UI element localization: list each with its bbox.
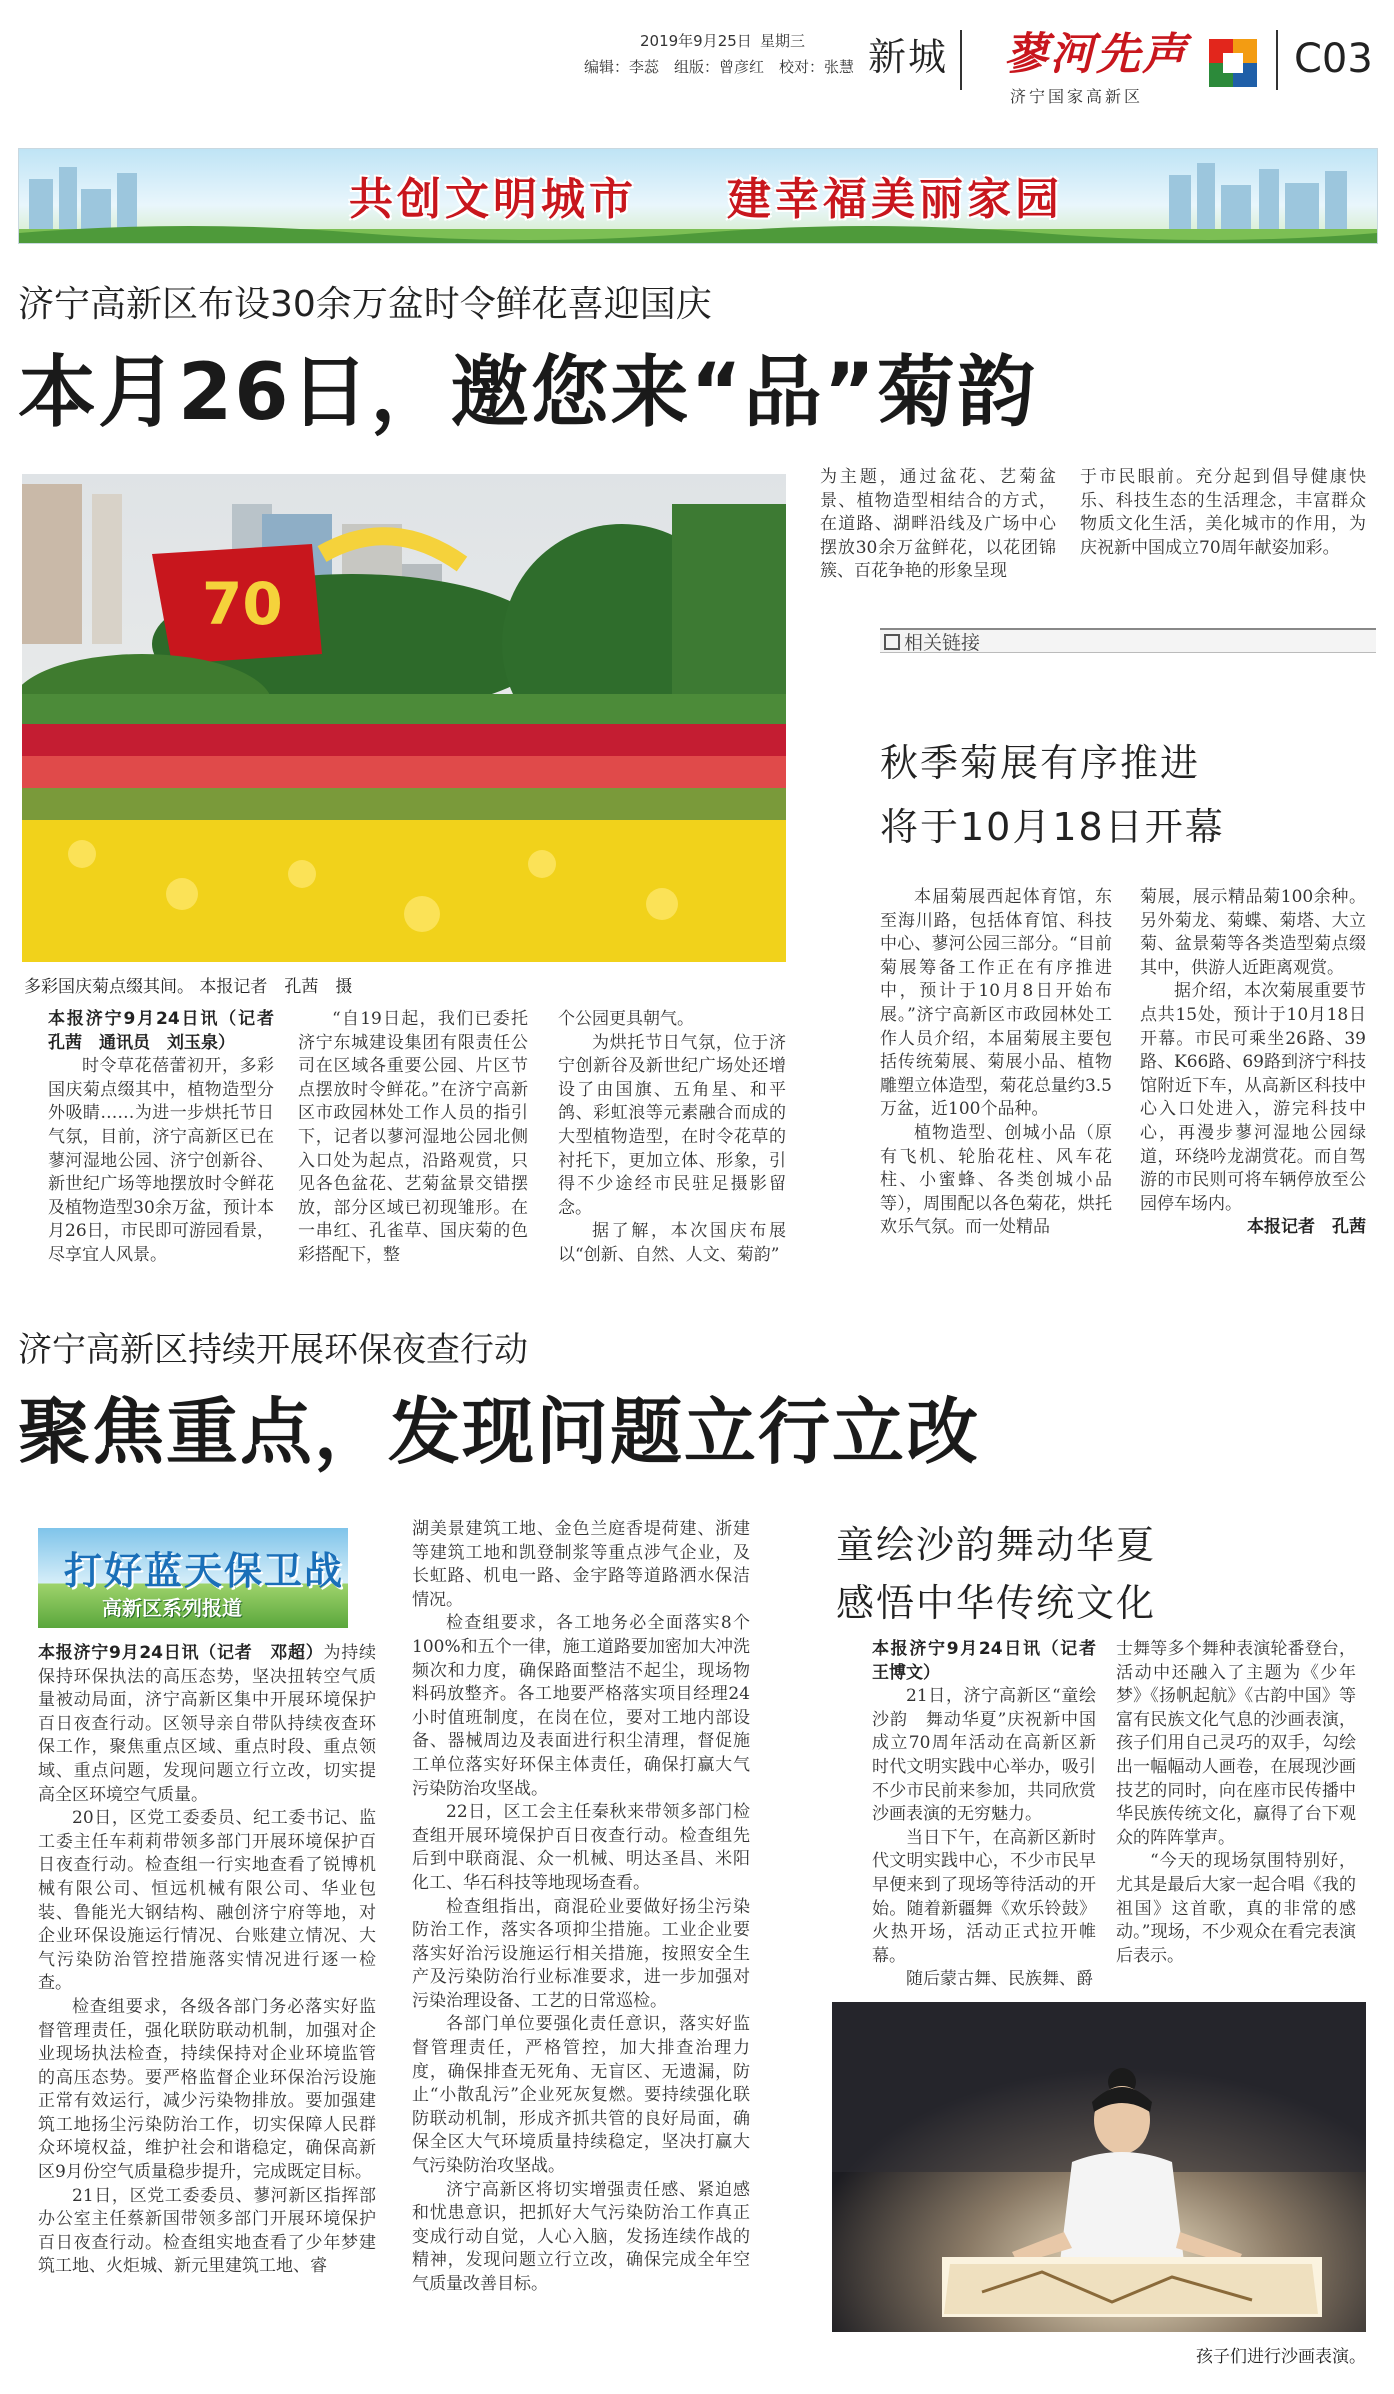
- article2-byline: 本报济宁9月24日讯（记者 邓超）: [38, 1643, 324, 1663]
- sidebar1-headline-1: 秋季菊展有序推进: [880, 741, 1201, 785]
- sidebar1-col2: [1140, 886, 1366, 1240]
- sand-painting-photo: [832, 2002, 1366, 2332]
- article1-col3-p0: 个公园更具朝气。: [558, 1009, 694, 1029]
- article2-col2-p0: 湖美景建筑工地、金色兰庭香堤荷建、浙建等建筑工地和凯登制浆等重点涉气企业，及长虹路、机电一路、金宇路等道路洒水保洁情况。: [412, 1519, 750, 1610]
- article1-col5: [1080, 466, 1366, 560]
- article3-headline-1: 童绘沙韵舞动华夏: [836, 1523, 1157, 1567]
- article1-col2: [298, 1008, 528, 1268]
- article1-col3-p1: 为烘托节日气氛，位于济宁创新谷及新世纪广场处还增设了由国旗、五角星、和平鸽、彩虹浪等元素融合而成的大型植物造型，在时令花草的衬托下，更加立体、形象，引得不少途经市民驻足摄影留念。: [558, 1032, 786, 1218]
- sidebar1-sign: 本报记者 孔茜: [1247, 1217, 1366, 1238]
- article3-byline: 本报济宁9月24日讯（记者 王博文）: [872, 1639, 1113, 1683]
- article1-col4: [820, 466, 1056, 584]
- svg-text:70: 70: [202, 570, 283, 638]
- masthead-paper-name: 蓼河先声: [1004, 29, 1188, 80]
- banner-slogan-left: 共创文明城市: [349, 174, 637, 225]
- article2-col2: [412, 1518, 750, 2297]
- article2-kicker: 济宁高新区持续开展环保夜查行动: [18, 1330, 528, 1370]
- masthead-logo-icon: [1207, 37, 1259, 89]
- masthead-divider-2: [1276, 30, 1278, 90]
- article1-photo-caption: 多彩国庆菊点缀其间。 本报记者 孔茜 摄: [24, 977, 353, 997]
- sidebar1-col1-p1: 本届菊展西起体育馆，东至海川路，包括体育馆、科技中心、蓼河公园三部分。“目前菊展筹备工作正在有序推进中，预计于10月8日开始布展。”济宁高新区市政园林处工作人员介绍，本届菊展主要包括传统菊展、菊展小品、植物雕塑立体造型，菊花总量约3.5万盆，近100个品种。: [880, 887, 1112, 1120]
- article2-headline: 聚焦重点，发现问题立行立改: [18, 1390, 981, 1474]
- article1-col1-text: 时令草花蓓蕾初开，多彩国庆菊点缀其中，植物造型分外吸睛……为进一步烘托节日气氛，目前，济宁高新区已在蓼河湿地公园、济宁创新谷、新世纪广场等地摆放时令鲜花及植物造型30余万盆，预计本月26日，市民即可游园看景，尽享宜人风景。: [48, 1056, 274, 1265]
- article1-col3: [558, 1008, 786, 1268]
- article2-col2-p3: 检查组指出，商混砼业要做好扬尘污染防治工作，落实各项抑尘措施。工业企业要落实好治污设施运行相关措施，按照安全生产及污染防治行业标准要求，进一步加强对污染治理设备、工艺的日常巡检。: [412, 1896, 750, 2011]
- article1-byline: 本报济宁9月24日讯（记者 孔茜 通讯员 刘玉泉）: [48, 1009, 291, 1053]
- masthead-section: 新城: [868, 35, 949, 79]
- article2-col1-p0: 为持续保持环保执法的高压态势，坚决扭转空气质量被动局面，济宁高新区集中开展环境保护百日夜查行动。区领导亲自带队持续夜查环保工作，聚焦重点区域、重点时段、重点领域、重点问题，发现问题立行立改，切实提高全区环境空气质量。: [38, 1643, 376, 1805]
- masthead-region: 济宁国家高新区: [1010, 87, 1144, 106]
- blue-sky-logo-title: 打好蓝天保卫战: [64, 1549, 345, 1593]
- blue-sky-logo: [38, 1528, 348, 1628]
- article2-col2-p5: 济宁高新区将切实增强责任感、紧迫感和忧患意识，把抓好大气污染防治工作真正变成行动自觉，人心入脑，发扬连续作战的精神，发现问题立行立改，确保完成全年空气质量改善目标。: [412, 2179, 750, 2294]
- article1-col4-text: 为主题，通过盆花、艺菊盆景、植物造型相结合的方式，在道路、湖畔沿线及广场中心摆放30余万盆鲜花，以花团锦簇、百花争艳的形象呈现: [820, 467, 1056, 582]
- link-square-icon: [884, 634, 900, 650]
- masthead-weekday: 星期三: [760, 32, 806, 50]
- blue-sky-logo-sub: 高新区系列报道: [102, 1596, 242, 1620]
- masthead-divider: [960, 30, 962, 90]
- article3-col1-p2: 随后蒙古舞、民族舞、爵: [906, 1969, 1093, 1990]
- article2-col1-p2: 检查组要求，各级各部门务必落实好监督管理责任，强化联防联动机制，加强对企业现场执法检查，持续保持对企业环境监管的高压态势。要严格监督企业环保治污设施正常有效运行，减少污染物排放。要加强建筑工地扬尘污染防治工作，切实保障人民群众环境权益，维护社会和谐稳定，确保高新区9月份空气质量稳步提升，完成既定目标。: [38, 1996, 376, 2183]
- article3-photo-caption: 孩子们进行沙画表演。: [1196, 2347, 1366, 2367]
- article1-col3-p2: 据了解，本次国庆布展以“创新、自然、人文、菊韵”: [558, 1221, 786, 1265]
- article1-kicker: 济宁高新区布设30余万盆时令鲜花喜迎国庆: [18, 284, 712, 325]
- article1-headline: 本月26日，邀您来“品”菊韵: [18, 348, 1038, 438]
- masthead-editors: 编辑：李蕊 组版：曾彦红 校对：张慧: [584, 58, 855, 76]
- page-number: C03: [1294, 36, 1373, 82]
- banner-slogan-right: 建幸福美丽家园: [727, 174, 1063, 225]
- city-skyline-icon: [19, 149, 1377, 243]
- article3-col2-p1: “今天的现场氛围特别好，尤其是最后大家一起合唱《我的祖国》这首歌，真的非常的感动。”现场，不少观众在看完表演后表示。: [1116, 1851, 1356, 1966]
- related-link-label: 相关链接: [884, 628, 980, 655]
- article3-col1-p0: 21日，济宁高新区“童绘沙韵 舞动华夏”庆祝新中国成立70周年活动在高新区新时代文明实践中心举办，吸引不少市民前来参加，共同欣赏沙画表演的无穷魅力。: [872, 1686, 1096, 1825]
- article2-col1-p1: 20日，区党工委委员、纪工委书记、监工委主任车莉莉带领多部门开展环境保护百日夜查行动。检查组一行实地查看了锐博机械有限公司、恒远机械有限公司、华业包装、鲁能光大钢结构、融创济宁府等地，对企业环保设施运行情况、台账建立情况、大气污染防治管控措施落实情况进行逐一检查。: [38, 1808, 376, 1994]
- article1-col2-text: “自19日起，我们已委托济宁东城建设集团有限责任公司在区域各重要公园、片区节点摆放时令鲜花。”在济宁高新区市政园林处工作人员的指引下，记者以蓼河湿地公园北侧入口处为起点，沿路观赏，只见各色盆花、艺菊盆景交错摆放，部分区域已初现雏形。在一串红、孔雀草、国庆菊的色彩搭配下，整: [298, 1009, 528, 1265]
- civilization-banner: [18, 148, 1378, 244]
- flower-display-photo: [22, 474, 786, 962]
- article3-col2: [1116, 1638, 1356, 1968]
- article2-col2-p2: 22日，区工会主任秦秋来带领多部门检查组开展环境保护百日夜查行动。检查组先后到中联商混、众一机械、明达圣昌、米阳化工、华石科技等地现场查看。: [412, 1802, 750, 1893]
- sidebar1-headline-2: 将于10月18日开幕: [880, 805, 1225, 849]
- article2-col1: [38, 1642, 376, 2279]
- article3-col1-p1: 当日下午，在高新区新时代文明实践中心，不少市民早早便来到了现场等待活动的开始。随着新疆舞《欢乐铃鼓》火热开场，活动正式拉开帷幕。: [872, 1827, 1096, 1966]
- sidebar1-col1-p2: 植物造型、创城小品（原有飞机、轮胎花柱、风车花柱、小蜜蜂、各类创城小品等），周围配以各色菊花，烘托欢乐气氛。而一处精品: [880, 1122, 1112, 1238]
- article1-col1: [48, 1008, 291, 1268]
- sidebar1-col2-p0: 菊展，展示精品菊100余种。另外菊龙、菊蝶、菊塔、大立菊、盆景菊等各类造型菊点缀其中，供游人近距离观赏。: [1140, 887, 1366, 978]
- sidebar1-col2-p1: 据介绍，本次菊展重要节点共15处，预计于10月18日开幕。市民可乘坐26路、39路、K66路、69路到济宁科技馆附近下车，从高新区科技中心入口处进入，游完科技中心，再漫步蓼河湿地公园绿道，环绕吟龙湖赏花。而自驾游的市民则可将车辆停放至公园停车场内。: [1140, 981, 1366, 1214]
- article1-col5-text: 于市民眼前。充分起到倡导健康快乐、科技生态的生活理念，丰富群众物质文化生活，美化城市的作用，为庆祝新中国成立70周年献姿加彩。: [1080, 467, 1366, 558]
- article3-col2-p0: 士舞等多个舞种表演轮番登台，活动中还融入了主题为《少年梦》《扬帆起航》《古韵中国》等富有民族文化气息的沙画表演，孩子们用自己灵巧的双手，勾绘出一幅幅动人画卷，在展现沙画技艺的同时，向在座市民传播中华民族传统文化，赢得了台下观众的阵阵掌声。: [1116, 1639, 1356, 1848]
- article2-col2-p1: 检查组要求，各工地务必全面落实8个100%和五个一律，施工道路要加密加大冲洗频次和力度，确保路面整洁不起尘，现场物料码放整齐。各工地要严格落实项目经理24小时值班制度，在岗在位，要对工地内部设备、器械周边及表面进行积尘清理，督促施工单位落实好环保主体责任，确保打赢大气污染防治攻坚战。: [412, 1613, 750, 1799]
- article3-col1: [872, 1638, 1113, 1992]
- article3-headline-2: 感悟中华传统文化: [836, 1581, 1157, 1625]
- article2-col2-p4: 各部门单位要强化责任意识，落实好监督管理责任，严格管控，加大排查治理力度，确保排查无死角、无盲区、无遗漏，防止“小散乱污”企业死灰复燃。要持续强化联防联动机制，形成齐抓共管的良好局面，确保全区大气环境质量持续稳定，坚决打赢大气污染防治攻坚战。: [412, 2014, 750, 2177]
- article2-col1-p3: 21日，区党工委委员、蓼河新区指挥部办公室主任蔡新国带领多部门开展环境保护百日夜查行动。检查组实地查看了少年梦建筑工地、火炬城、新元里建筑工地、睿: [38, 2185, 376, 2277]
- sidebar1-col1: [880, 886, 1112, 1240]
- masthead-date: 2019年9月25日: [640, 32, 752, 50]
